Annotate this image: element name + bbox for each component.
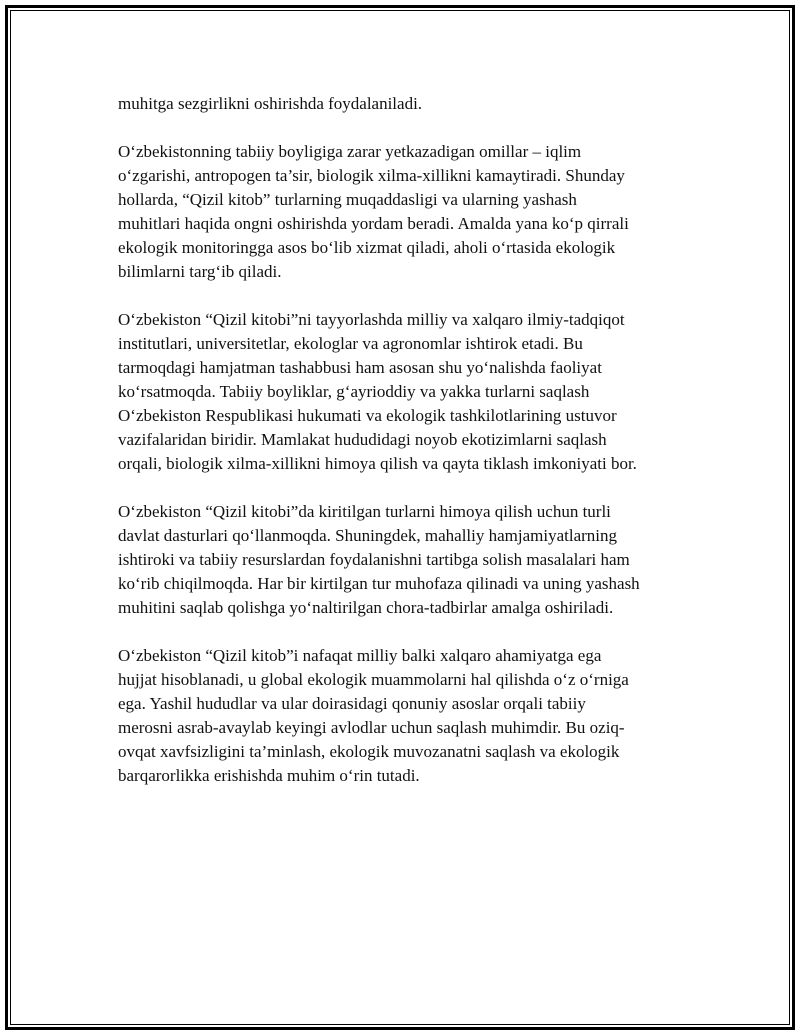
paragraph-5: O‘zbekiston “Qizil kitob”i nafaqat milliy balki xalqaro ahamiyatga ega hujjat hisoblanadi, u global ekologik muammolarni hal qilishda o‘z o‘rniga ega. Yashil hududlar va ular doirasidagi qonuniy asoslar orqali tabiiy merosni asrab-avaylab keyingi avlodlar uchun saqlash muhimdir. Bu oziq- ovqat xavfsizligini ta’minlash, ekologik muvozanatni saqlash va ekologik barqarorlikka erishishda muhim o‘rin tutadi. (118, 646, 629, 785)
paragraph-4: O‘zbekiston “Qizil kitobi”da kiritilgan turlarni himoya qilish uchun turli davlat dasturlari qo‘llanmoqda. Shuningdek, mahalliy hamjamiyatlarning ishtiroki va tabiiy resurslardan foydalanishni tartibga solish masalalari ham ko‘rib chiqilmoqda. Har bir kirtilgan tur muhofaza qilinadi va uning yashash muhitini saqlab qolishga yo‘naltirilgan chora-tadbirlar amalga oshiriladi. (118, 502, 640, 617)
paragraph-3: O‘zbekiston “Qizil kitobi”ni tayyorlashda milliy va xalqaro ilmiy-tadqiqot institutlari, universitetlar, ekologlar va agronomlar ishtirok etadi. Bu tarmoqdagi hamjatman tashabbusi ham asosan shu yo‘nalishda faoliyat ko‘rsatmoqda. Tabiiy boyliklar, g‘ayrioddiy va yakka turlarni saqlash O‘zbekiston Respublikasi hukumati va ekologik tashkilotlarining ustuvor vazifalaridan biridir. Mamlakat hududidagi noyob ekotizimlarni saqlash orqali, biologik xilma-xillikni himoya qilish va qayta tiklash imkoniyati bor. (118, 310, 637, 473)
paragraph-2: O‘zbekistonning tabiiy boyligiga zarar yetkazadigan omillar – iqlim o‘zgarishi, antropogen ta’sir, biologik xilma-xillikni kamaytiradi. Shunday hollarda, “Qizil kitob” turlarning muqaddasligi va ularning yashash muhitlari haqida ongni oshirishda yordam beradi. Amalda yana ko‘p qirrali ekologik monitoringga asos bo‘lib xizmat qiladi, aholi o‘rtasida ekologik bilimlarni targ‘ib qiladi. (118, 142, 629, 281)
document-body (118, 92, 708, 812)
paragraph-1: muhitga sezgirlikni oshirishda foydalaniladi. (118, 94, 423, 113)
